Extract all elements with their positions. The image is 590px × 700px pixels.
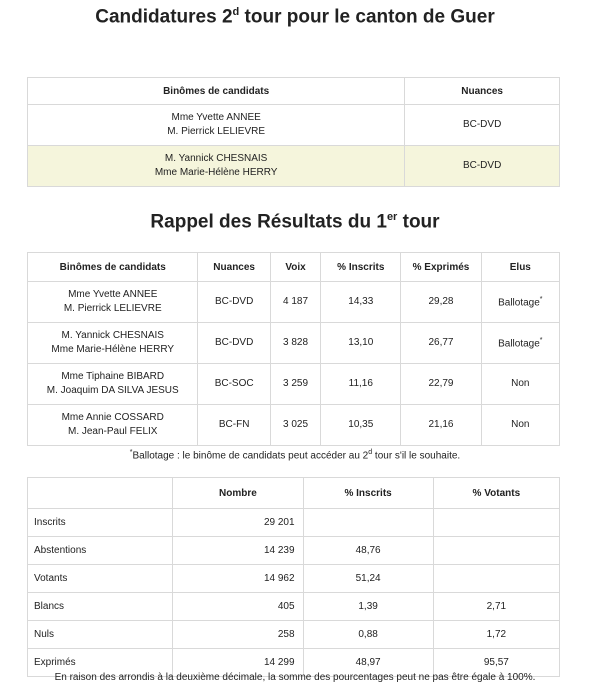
nuance-cell: BC-DVD — [198, 282, 270, 323]
candidate-name: Mme Marie-Hélène HERRY — [51, 344, 175, 355]
table-row — [28, 565, 560, 593]
results-title — [0, 211, 590, 233]
candidate-name: M. Yannick CHESNAIS — [164, 153, 268, 164]
title-superscript: d — [232, 6, 240, 18]
inscrits-cell: 51,24 — [303, 565, 433, 593]
header-exprimes: % Exprimés — [401, 253, 481, 282]
candidates-cell — [28, 364, 198, 405]
voix-cell: 4 187 — [270, 282, 320, 323]
row-label: Abstentions — [28, 537, 173, 565]
candidates-cell — [28, 323, 198, 364]
rounding-footnote: En raison des arrondis à la deuxième décimale, la somme des pourcentages peut ne pas être égale à 100%. — [54, 672, 536, 683]
title-text-rest: tour pour le canton de Guer — [239, 6, 495, 28]
nuance-cell: BC-DVD — [405, 105, 560, 146]
votants-cell: 95,57 — [433, 649, 559, 677]
nuance-cell: BC-DVD — [405, 146, 560, 187]
candidate-name: Mme Yvette ANNEE — [171, 112, 261, 123]
voix-cell: 3 259 — [270, 364, 320, 405]
votants-cell — [433, 537, 559, 565]
nuance-cell: BC-FN — [198, 405, 270, 446]
candidates-cell — [28, 405, 198, 446]
nuance-cell: BC-SOC — [198, 364, 270, 405]
candidate-name: M. Yannick CHESNAIS — [61, 330, 164, 341]
header-inscrits: % Inscrits — [303, 478, 433, 509]
inscrits-cell: 14,33 — [321, 282, 401, 323]
table-row — [28, 537, 560, 565]
candidatures-table — [27, 77, 560, 187]
table-header-row — [28, 78, 560, 105]
nuance-cell: BC-DVD — [198, 323, 270, 364]
inscrits-cell: 11,16 — [321, 364, 401, 405]
exprimes-cell: 21,16 — [401, 405, 481, 446]
header-empty — [28, 478, 173, 509]
title-text: Rappel des Résultats du 1 — [150, 211, 387, 233]
row-label: Blancs — [28, 593, 173, 621]
exprimes-cell: 29,28 — [401, 282, 481, 323]
table-header-row — [28, 478, 560, 509]
header-nuances: Nuances — [198, 253, 270, 282]
page-title — [0, 6, 590, 28]
table-row — [28, 509, 560, 537]
votants-cell — [433, 565, 559, 593]
row-label: Exprimés — [28, 649, 173, 677]
candidate-name: Mme Annie COSSARD — [61, 412, 164, 423]
table-row — [28, 405, 560, 446]
exprimes-cell: 26,77 — [401, 323, 481, 364]
header-votants: % Votants — [433, 478, 559, 509]
nombre-cell: 14 239 — [173, 537, 303, 565]
header-nuances: Nuances — [405, 78, 560, 105]
row-label: Votants — [28, 565, 173, 593]
table-row — [28, 621, 560, 649]
votants-cell: 1,72 — [433, 621, 559, 649]
voix-cell: 3 025 — [270, 405, 320, 446]
elus-cell: Non — [481, 364, 559, 405]
candidate-name: Mme Yvette ANNEE — [68, 289, 158, 300]
title-text-rest: tour — [397, 211, 440, 233]
participation-table — [27, 477, 560, 677]
candidate-name: Mme Marie-Hélène HERRY — [154, 167, 278, 178]
inscrits-cell: 0,88 — [303, 621, 433, 649]
title-superscript: er — [386, 211, 398, 223]
candidate-name: M. Pierrick LELIEVRE — [63, 303, 162, 314]
header-nombre: Nombre — [173, 478, 303, 509]
inscrits-cell: 48,97 — [303, 649, 433, 677]
votants-cell — [433, 509, 559, 537]
table-header-row — [28, 253, 560, 282]
candidate-name: M. Pierrick LELIEVRE — [167, 126, 266, 137]
elus-cell — [481, 323, 559, 364]
table-row — [28, 105, 560, 146]
candidate-name: M. Joaquim DA SILVA JESUS — [46, 385, 179, 396]
elus-cell — [481, 282, 559, 323]
header-voix: Voix — [270, 253, 320, 282]
inscrits-cell: 13,10 — [321, 323, 401, 364]
inscrits-cell: 1,39 — [303, 593, 433, 621]
exprimes-cell: 22,79 — [401, 364, 481, 405]
nombre-cell: 14 962 — [173, 565, 303, 593]
candidate-name: M. Jean-Paul FELIX — [67, 426, 158, 437]
header-binomes: Binômes de candidats — [28, 78, 405, 105]
elus-text: Ballotage — [498, 338, 540, 350]
votants-cell: 2,71 — [433, 593, 559, 621]
header-binomes: Binômes de candidats — [28, 253, 198, 282]
inscrits-cell: 10,35 — [321, 405, 401, 446]
table-row — [28, 282, 560, 323]
header-inscrits: % Inscrits — [321, 253, 401, 282]
note-text: Ballotage : le binôme de candidats peut accéder au 2 — [132, 450, 369, 462]
nombre-cell: 29 201 — [173, 509, 303, 537]
table-row — [28, 364, 560, 405]
footnote-marker: * — [129, 449, 133, 456]
ballotage-note — [0, 449, 590, 461]
title-text: Candidatures 2 — [95, 6, 233, 28]
note-superscript: d — [368, 449, 373, 456]
candidates-cell — [28, 282, 198, 323]
table-row — [28, 323, 560, 364]
row-label: Nuls — [28, 621, 173, 649]
results-table — [27, 252, 560, 446]
table-row — [28, 593, 560, 621]
voix-cell: 3 828 — [270, 323, 320, 364]
nombre-cell: 14 299 — [173, 649, 303, 677]
row-label: Inscrits — [28, 509, 173, 537]
note-text-rest: tour s'il le souhaite. — [372, 450, 461, 462]
candidate-name: Mme Tiphaine BIBARD — [61, 371, 165, 382]
candidates-cell — [28, 146, 405, 187]
header-elus: Elus — [481, 253, 559, 282]
table-row-highlighted — [28, 146, 560, 187]
elus-cell: Non — [481, 405, 559, 446]
nombre-cell: 405 — [173, 593, 303, 621]
nombre-cell: 258 — [173, 621, 303, 649]
inscrits-cell — [303, 509, 433, 537]
inscrits-cell: 48,76 — [303, 537, 433, 565]
footnote-marker: * — [539, 337, 543, 345]
elus-text: Ballotage — [498, 297, 540, 309]
footnote-marker: * — [539, 296, 543, 304]
candidates-cell — [28, 105, 405, 146]
